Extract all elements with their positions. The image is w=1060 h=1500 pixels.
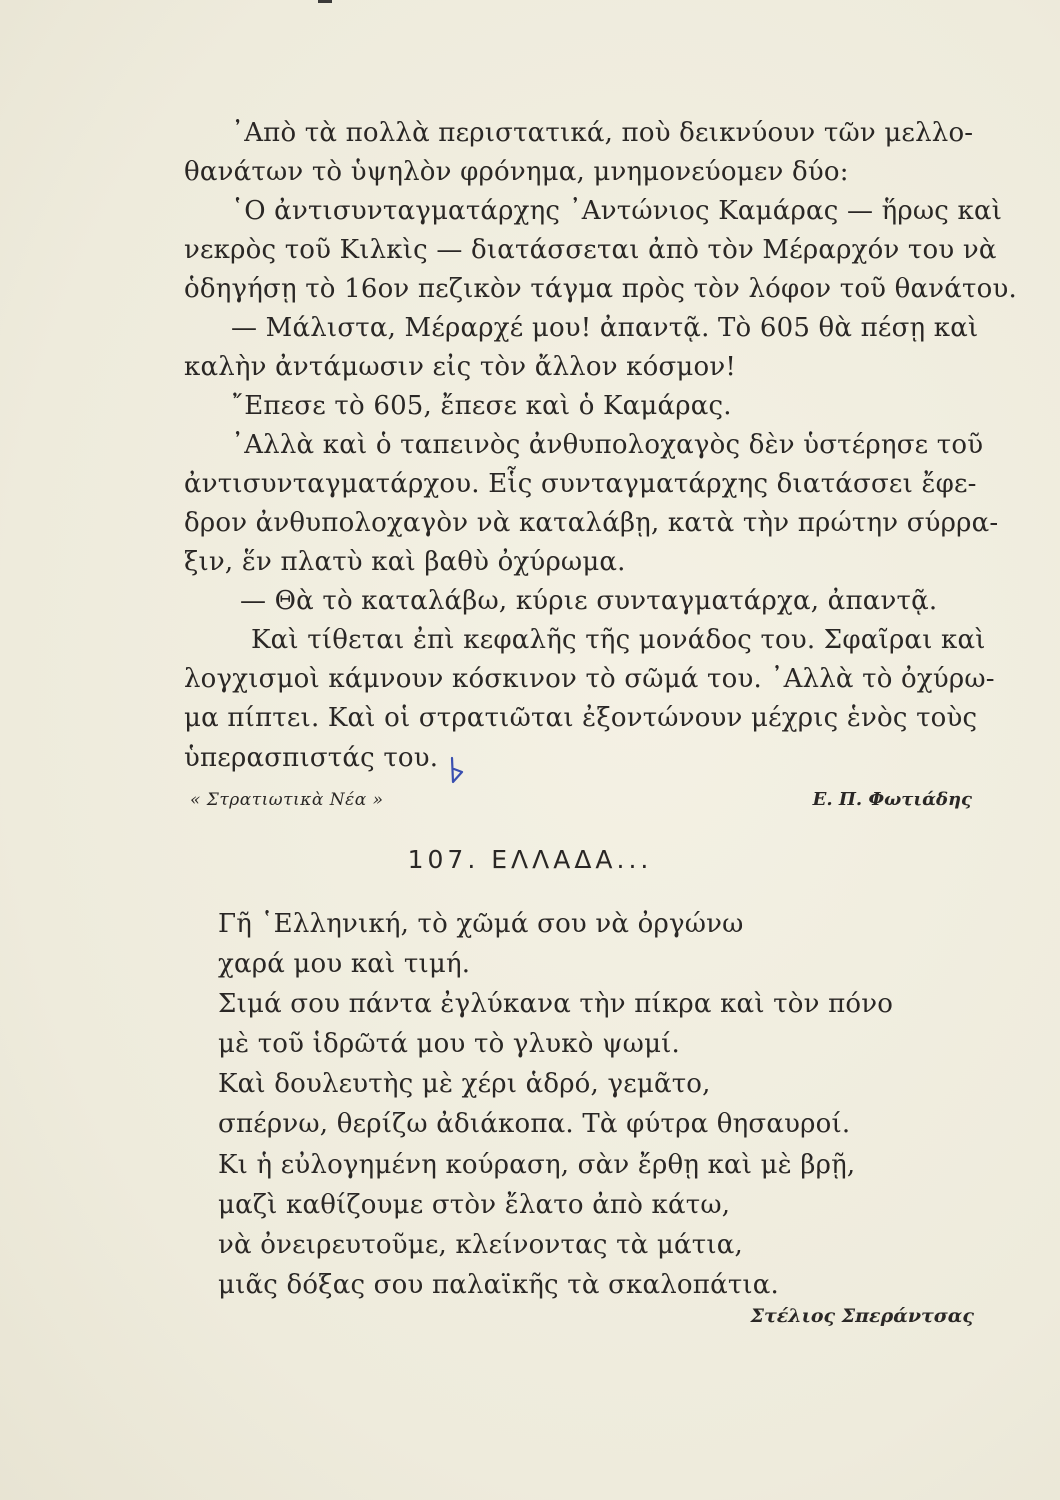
poem-line: Γῆ ῾Ελληνική, τὸ χῶμά σου νὰ ὀργώνω: [218, 909, 744, 939]
prose-line: ῾Ο ἀντισυνταγματάρχης ᾿Αντώνιος Καμάρας — ἥρως καὶ: [231, 196, 1003, 226]
poem-line: Σιμά σου πάντα ἐγλύκανα τὴν πίκρα καὶ τὸν πόνο: [218, 989, 894, 1019]
prose-line: ὁδηγήσῃ τὸ 16ον πεζικὸν τάγμα πρὸς τὸν λόφον τοῦ θανάτου.: [184, 274, 1017, 304]
prose-line: ᾿Απὸ τὰ πολλὰ περιστατικά, ποὺ δεικνύουν τῶν μελλο-: [231, 118, 974, 148]
prose-line: λογχισμοὶ κάμνουν κόσκινον τὸ σῶμά του. ᾿Αλλὰ τὸ ὀχύρω-: [184, 664, 995, 694]
prose-line: Καὶ τίθεται ἐπὶ κεφαλῆς τῆς μονάδος του. Σφαῖραι καὶ: [251, 625, 986, 655]
prose-line: δρον ἀνθυπολοχαγὸν νὰ καταλάβῃ, κατὰ τὴν πρώτην σύρρα-: [184, 508, 999, 538]
poem-author: Στέλιος Σπεράντσας: [750, 1305, 974, 1327]
page-edge-mark: [318, 0, 332, 3]
poem-line: Κι ἡ εὐλογημένη κούραση, σὰν ἔρθῃ καὶ μὲ βρῇ,: [218, 1150, 856, 1180]
poem-line: νὰ ὀνειρευτοῦμε, κλείνοντας τὰ μάτια,: [218, 1230, 743, 1260]
prose-line: ἀντισυνταγματάρχου. Εἷς συνταγματάρχης διατάσσει ἔφε-: [184, 469, 977, 499]
prose-line: μα πίπτει. Καὶ οἱ στρατιῶται ἐξοντώνουν μέχρις ἑνὸς τοὺς: [184, 703, 978, 733]
pen-mark-icon: [449, 756, 465, 784]
prose-line: — Μάλιστα, Μέραρχέ μου! ἀπαντᾷ. Τὸ 605 θὰ πέσῃ καὶ: [231, 313, 979, 343]
poem-line: μὲ τοῦ ἱδρῶτά μου τὸ γλυκὸ ψωμί.: [218, 1029, 681, 1059]
prose-line: ξιν, ἕν πλατὺ καὶ βαθὺ ὀχύρωμα.: [184, 547, 626, 577]
prose-line: καλὴν ἀντάμωσιν εἰς τὸν ἄλλον κόσμον!: [184, 352, 737, 382]
prose-line: ᾿Αλλὰ καὶ ὁ ταπεινὸς ἀνθυπολοχαγὸς δὲν ὑστέρησε τοῦ: [231, 430, 984, 460]
poem-heading: 107. ΕΛΛΑΔΑ...: [407, 845, 653, 874]
prose-line: νεκρὸς τοῦ Κιλκὶς — διατάσσεται ἀπὸ τὸν Μέραρχόν του νὰ: [184, 235, 997, 265]
prose-source: « Στρατιωτικὰ Νέα »: [190, 790, 384, 810]
poem-line: μαζὶ καθίζουμε στὸν ἔλατο ἀπὸ κάτω,: [218, 1190, 731, 1220]
poem-line: χαρά μου καὶ τιμή.: [218, 949, 471, 979]
prose-line: ῎Επεσε τὸ 605, ἔπεσε καὶ ὁ Καμάρας.: [231, 391, 732, 421]
prose-line: θανάτων τὸ ὑψηλὸν φρόνημα, μνημονεύομεν δύο:: [184, 157, 849, 187]
prose-line: ὑπερασπιστάς του.: [184, 743, 439, 773]
prose-author: Ε. Π. Φωτιάδης: [812, 789, 972, 810]
prose-line: — Θὰ τὸ καταλάβω, κύριε συνταγματάρχα, ἀπαντᾷ.: [240, 586, 938, 616]
poem-line: μιᾶς δόξας σου παλαϊκῆς τὰ σκαλοπάτια.: [218, 1270, 780, 1300]
poem-line: Καὶ δουλευτὴς μὲ χέρι ἁδρό, γεμᾶτο,: [218, 1069, 711, 1099]
poem-line: σπέρνω, θερίζω ἀδιάκοπα. Τὰ φύτρα θησαυροί.: [218, 1109, 851, 1139]
